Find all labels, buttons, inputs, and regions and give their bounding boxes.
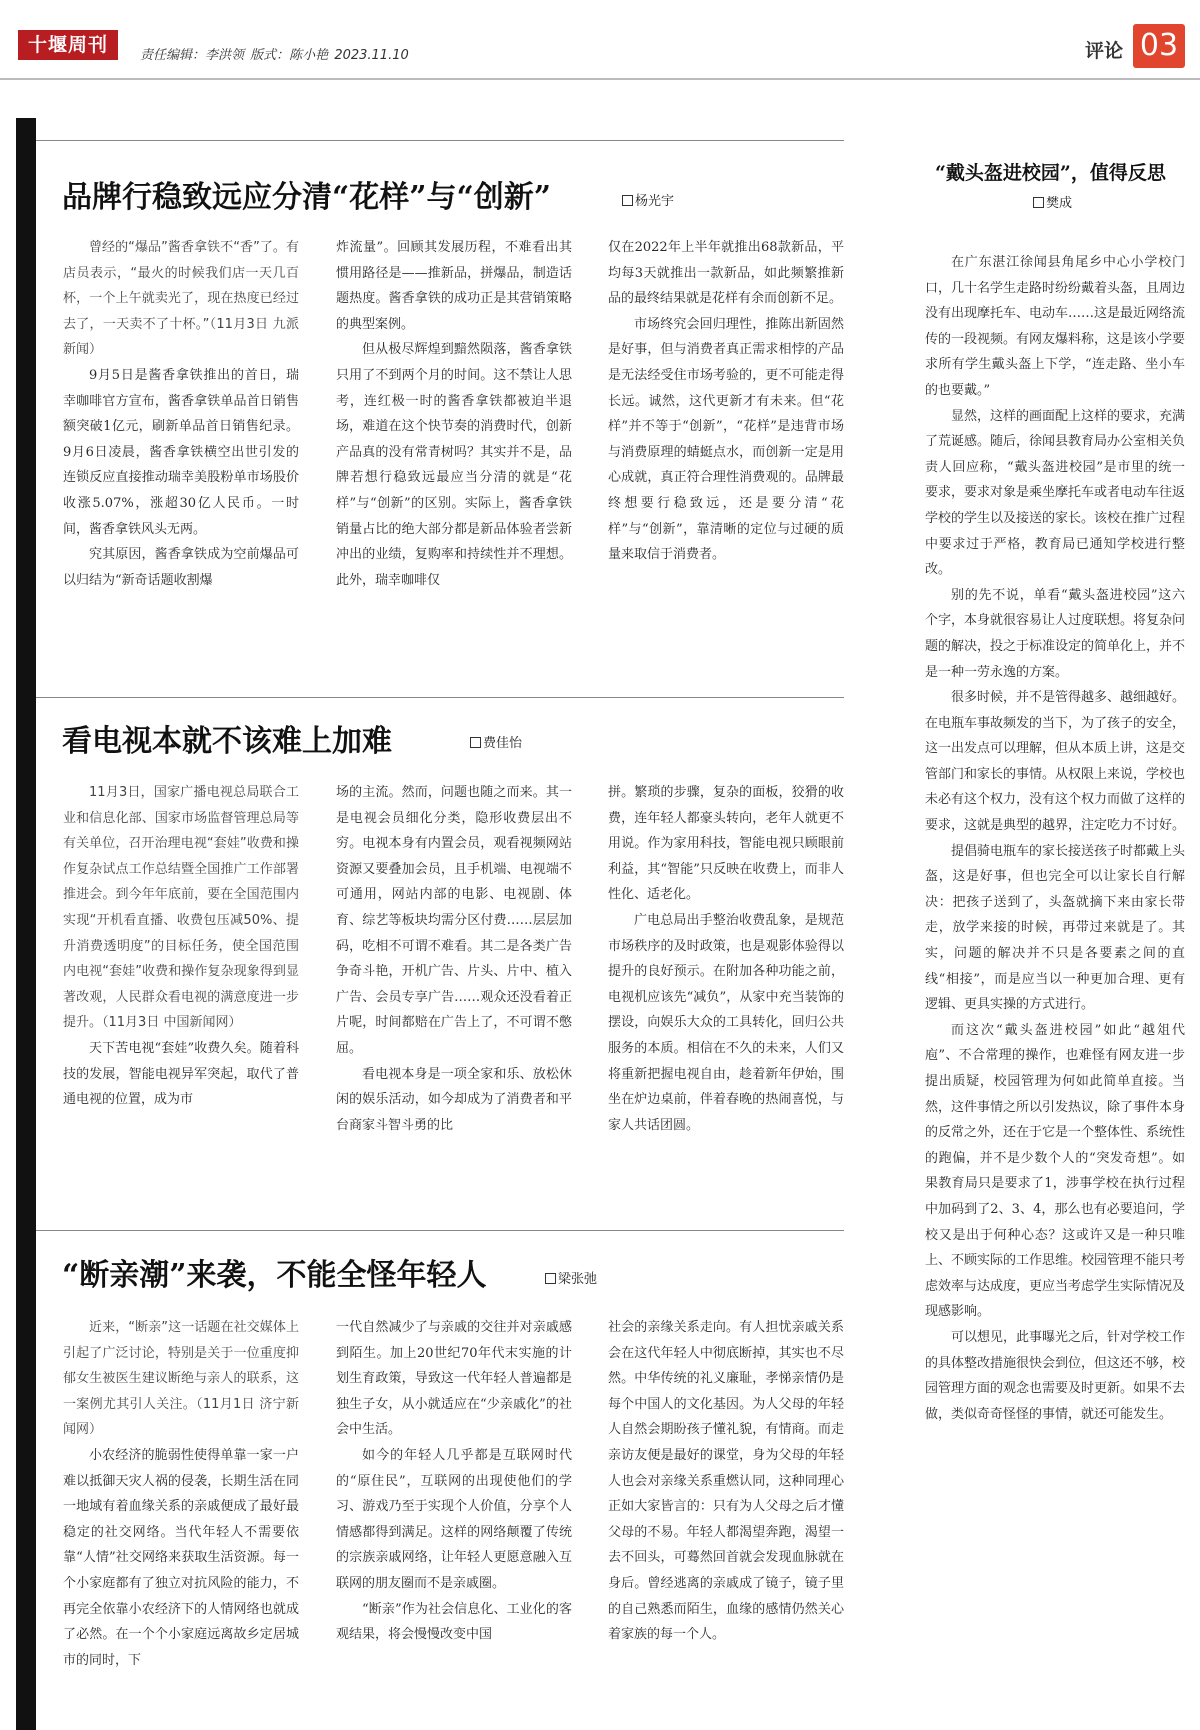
article3-top-rule <box>36 1230 844 1231</box>
paragraph: 但从极尽辉煌到黯然陨落，酱香拿铁只用了不到两个月的时间。这不禁让人思考，连红极一时的酱香拿铁都被迫半退场，难道在这个快节奏的消费时代，创新产品真的没有常青树吗？其实并不是，品牌若想行稳致远最应当分清的就是“花样”与“创新”的区别。实际上，酱香拿铁销量占比的绝大部分都是新品体验者尝新冲出的业绩，复购率和持续性并不理想。此外，瑞幸咖啡仅 <box>336 342 572 588</box>
paragraph: “断亲”作为社会信息化、工业化的客观结果，将会慢慢改变中国 <box>336 1601 572 1643</box>
paragraph: 如今的年轻人几乎都是互联网时代的“原住民”，互联网的出现使他们的学习、游戏乃至于实现个人价值，分享个人情感都得到满足。这样的网络颠覆了传统的宗族亲戚网络，让年轻人更愿意融入互联网的朋友圈而不是亲戚圈。 <box>336 1447 572 1591</box>
paragraph: 市场终究会回归理性，推陈出新固然是好事，但与消费者真正需求相悖的产品是无法经受住市场考验的，更不可能走得长远。诚然，这代更新才有未来。但“花样”并不等于“创新”，“花样”是违背市场与消费原理的蜻蜓点水，而创新一定是用心成就，真正符合理性消费观的。品牌最终想要行稳致远，还是要分清“花样”与“创新”，靠清晰的定位与过硬的质量来取信于消费者。 <box>608 316 844 563</box>
paragraph: 而这次“戴头盔进校园”如此“越俎代庖”、不合常理的操作，也难怪有网友进一步提出质疑，校园管理为何如此简单直接。当然，这件事情之所以引发热议，除了事件本身的反常之外，还在于它是一个整体性、系统性的跑偏，并不是少数个人的“突发奇想”。如果教育局只是要求了1，涉事学校在执行过程中加码到了2、3、4，那么也有必要追问，学校又是出于何种心态？这或许又是一种只唯上、不顾实际的工作思维。校园管理不能只考虑效率与达成度，更应当考虑学生实际情况及现感影响。 <box>925 1022 1185 1320</box>
issue-date: 2023.11.10 <box>334 48 409 63</box>
paragraph: 场的主流。然而，问题也随之而来。其一是电视会员细化分类，隐形收费层出不穷。电视本身有内置会员，观看视频网站资源又要叠加会员，且手机端、电视端不可通用，网站内部的电影、电视剧、体育、综艺等板块均需分区付费……层层加码，吃相不可谓不难看。其二是各类广告争奇斗艳，开机广告、片头、片中、植入广告、会员专享广告……观众还没看着正片呢，时间都赔在广告上了，不可谓不憋屈。 <box>336 785 572 1056</box>
paragraph: 炸流量”。回顾其发展历程，不难看出其惯用路径是——推新品，拼爆品，制造话题热度。酱香拿铁的成功正是其营销策略的典型案例。 <box>336 240 572 332</box>
article1-top-rule <box>36 140 844 141</box>
paragraph: 看电视本身是一项全家和乐、放松休闲的娱乐活动，如今却成为了消费者和平台商家斗智斗勇的比 <box>336 1066 572 1133</box>
paragraph: 9月5日是酱香拿铁推出的首日，瑞幸咖啡官方宣布，酱香拿铁单品首日销售额突破1亿元，刷新单品首日销售纪录。9月6日凌晨，酱香拿铁横空出世引发的连锁反应直接推动瑞幸美股粉单市场股价收涨5.07%，涨超30亿人民币。一时间，酱香拿铁风头无两。 <box>63 367 299 537</box>
sidebar-author: 樊成 <box>1046 196 1073 211</box>
sidebar-title: “戴头盔进校园”，值得反思 <box>935 162 1166 184</box>
article1-title: 品牌行稳致远应分清“花样”与“创新” <box>62 180 552 215</box>
layout-credit: 版式：陈小艳 <box>250 48 329 63</box>
page-number: 03 <box>1133 24 1185 68</box>
masthead-logo: 十堰周刊 <box>18 30 118 60</box>
header-info <box>140 44 411 63</box>
paragraph: 11月3日，国家广播电视总局联合工业和信息化部、国家市场监督管理总局等有关单位，召开治理电视“套娃”收费和操作复杂试点工作总结暨全国推广工作部署推进会。到今年年底前，要在全国范围内实现“开机看直播、收费包压减50%、提升消费透明度”的目标任务，使全国范围内电视“套娃”收费和操作复杂现象得到显著改观，人民群众看电视的满意度进一步提升。（11月3日 中国新闻网） <box>63 785 299 1031</box>
paragraph: 一代自然减少了与亲戚的交往并对亲戚感到陌生。加上20世纪70年代末实施的计划生育政策，导致这一代年轻人普遍都是独生子女，从小就适应在“少亲戚化”的社会中生活。 <box>336 1320 572 1438</box>
paragraph: 究其原因，酱香拿铁成为空前爆品可以归结为“新奇话题收割爆 <box>63 547 299 588</box>
paragraph: 近来，“断亲”这一话题在社交媒体上引起了广泛讨论，特别是关于一位重度抑郁女生被医生建议断绝与亲人的联系，这一案例尤其引人关注。（11月1日 济宁新闻网） <box>63 1320 299 1438</box>
paragraph: 曾经的“爆品”酱香拿铁不“香”了。有店员表示，“最火的时候我们店一天几百杯，一个上午就卖光了，现在热度已经过去了，一天卖不了十杯。”（11月3日 九派新闻） <box>63 240 299 358</box>
article3-column-3 <box>608 1315 844 1725</box>
paragraph: 可以想见，此事曝光之后，针对学校工作的具体整改措施很快会到位，但这还不够，校园管理方面的观念也需要及时更新。如果不去做，类似奇奇怪怪的事情，就还可能发生。 <box>925 1329 1185 1422</box>
sidebar-body <box>925 250 1185 1722</box>
article1-byline <box>622 190 674 209</box>
article3-byline <box>545 1268 597 1287</box>
byline-box-icon <box>545 1273 556 1284</box>
byline-box-icon <box>622 195 633 206</box>
header-divider <box>0 78 1200 80</box>
paragraph: 提倡骑电瓶车的家长接送孩子时都戴上头盔，这是好事，但也完全可以让家长自行解决：把孩子送到了，头盔就摘下来由家长带走，放学来接的时候，再带过来就是了。其实，问题的解决并不只是各要素之间的直线“相接”，而是应当以一种更加合理、更有逻辑、更具实操的方式进行。 <box>925 843 1185 1013</box>
article1-column-3 <box>608 235 844 631</box>
section-label: 评论 <box>1085 40 1124 62</box>
paragraph: 社会的亲缘关系走向。有人担忧亲戚关系会在这代年轻人中彻底断掉，其实也不尽然。中华传统的礼义廉耻，孝悌亲情仍是每个中国人的文化基因。为人父母的年轻人自然会期盼孩子懂礼貌，有情商。而走亲访友便是最好的课堂，身为父母的年轻人也会对亲缘关系重燃认同，这种同理心正如大家皆言的：只有为人父母之后才懂父母的不易。年轻人都渴望奔跑，渴望一去不回头，可蓦然回首就会发现血脉就在身后。曾经逃离的亲戚成了镜子，镜子里的自己熟悉而陌生，血缘的感情仍然关心着家族的每一个人。 <box>608 1320 844 1643</box>
article1-column-1 <box>63 235 299 631</box>
article3-column-1 <box>63 1315 299 1725</box>
byline-box-icon <box>470 737 481 748</box>
article3-author: 梁张弛 <box>558 1272 598 1287</box>
paragraph: 小农经济的脆弱性使得单靠一家一户难以抵御天灾人祸的侵袭，长期生活在同一地域有着血缘关系的亲戚便成了最好最稳定的社交网络。当代年轻人不需要依靠“人情”社交网络来获取生活资源。每一个小家庭都有了独立对抗风险的能力，不再完全依靠小农经济下的人情网络也就成了必然。在一个个小家庭远离故乡定居城市的同时，下 <box>63 1447 299 1668</box>
paragraph: 天下苦电视“套娃”收费久矣。随着科技的发展，智能电视异军突起，取代了普通电视的位置，成为市 <box>63 1040 299 1108</box>
sidebar-byline <box>1033 192 1072 211</box>
article3-column-2 <box>336 1315 572 1725</box>
paragraph: 显然，这样的画面配上这样的要求，充满了荒诞感。随后，徐闻县教育局办公室相关负责人回应称，“戴头盔进校园”是市里的统一要求，要求对象是乘坐摩托车或者电动车往返学校的学生以及接送的家长。该校在推广过程中要求过于严格，教育局已通知学校进行整改。 <box>925 408 1185 578</box>
byline-box-icon <box>1033 197 1044 208</box>
paragraph: 广电总局出手整治收费乱象，是规范市场秩序的及时政策，也是观影体验得以提升的良好预示。在附加各种功能之前，电视机应该先“减负”，从家中充当装饰的摆设，向娱乐大众的工具转化，回归公共服务的本质。相信在不久的未来，人们又将重新把握电视自由，趁着新年伊始，围坐在炉边桌前，伴着春晚的热闹喜悦，与家人共话团圆。 <box>608 912 844 1133</box>
article2-column-2 <box>336 780 572 1190</box>
article2-column-3 <box>608 780 844 1190</box>
article1-author: 杨光宇 <box>635 194 675 209</box>
paragraph: 拼。繁琐的步骤，复杂的面板，狡猾的收费，连年轻人都豪头转向，老年人就更不用说。作为家用科技，智能电视只顾眼前利益，其“智能”只反映在收费上，而非人性化、适老化。 <box>608 785 844 903</box>
paragraph: 仅在2022年上半年就推出68款新品，平均每3天就推出一款新品，如此频繁推新品的最终结果就是花样有余而创新不足。 <box>608 240 844 307</box>
paragraph: 别的先不说，单看“戴头盔进校园”这六个字，本身就很容易让人过度联想。将复杂问题的解决，投之于标准设定的简单化上，并不是一种一劳永逸的方案。 <box>925 587 1185 680</box>
left-vertical-bar <box>16 118 36 1730</box>
article2-author: 费佳怡 <box>483 736 523 751</box>
editor-credit: 责任编辑：李洪领 <box>140 48 245 63</box>
article2-top-rule <box>36 697 844 698</box>
article1-column-2 <box>336 235 572 631</box>
paragraph: 很多时候，并不是管得越多、越细越好。在电瓶车事故频发的当下，为了孩子的安全，这一出发点可以理解，但从本质上讲，这是交管部门和家长的事情。从权限上来说，学校也未必有这个权力，没有这个权力而做了这样的要求，这就是典型的越界，注定吃力不讨好。 <box>925 690 1185 834</box>
article2-byline <box>470 732 522 751</box>
article2-title: 看电视本就不该难上加难 <box>62 724 392 759</box>
article3-title: “断亲潮”来袭，不能全怪年轻人 <box>62 1258 487 1293</box>
paragraph: 在广东湛江徐闻县角尾乡中心小学校门口，几十名学生走路时纷纷戴着头盔，且周边没有出现摩托车、电动车……这是最近网络流传的一段视频。有网友爆料称，这是该小学要求所有学生戴头盔上下学，“连走路、坐小车的也要戴。” <box>925 255 1185 398</box>
article2-column-1 <box>63 780 299 1190</box>
